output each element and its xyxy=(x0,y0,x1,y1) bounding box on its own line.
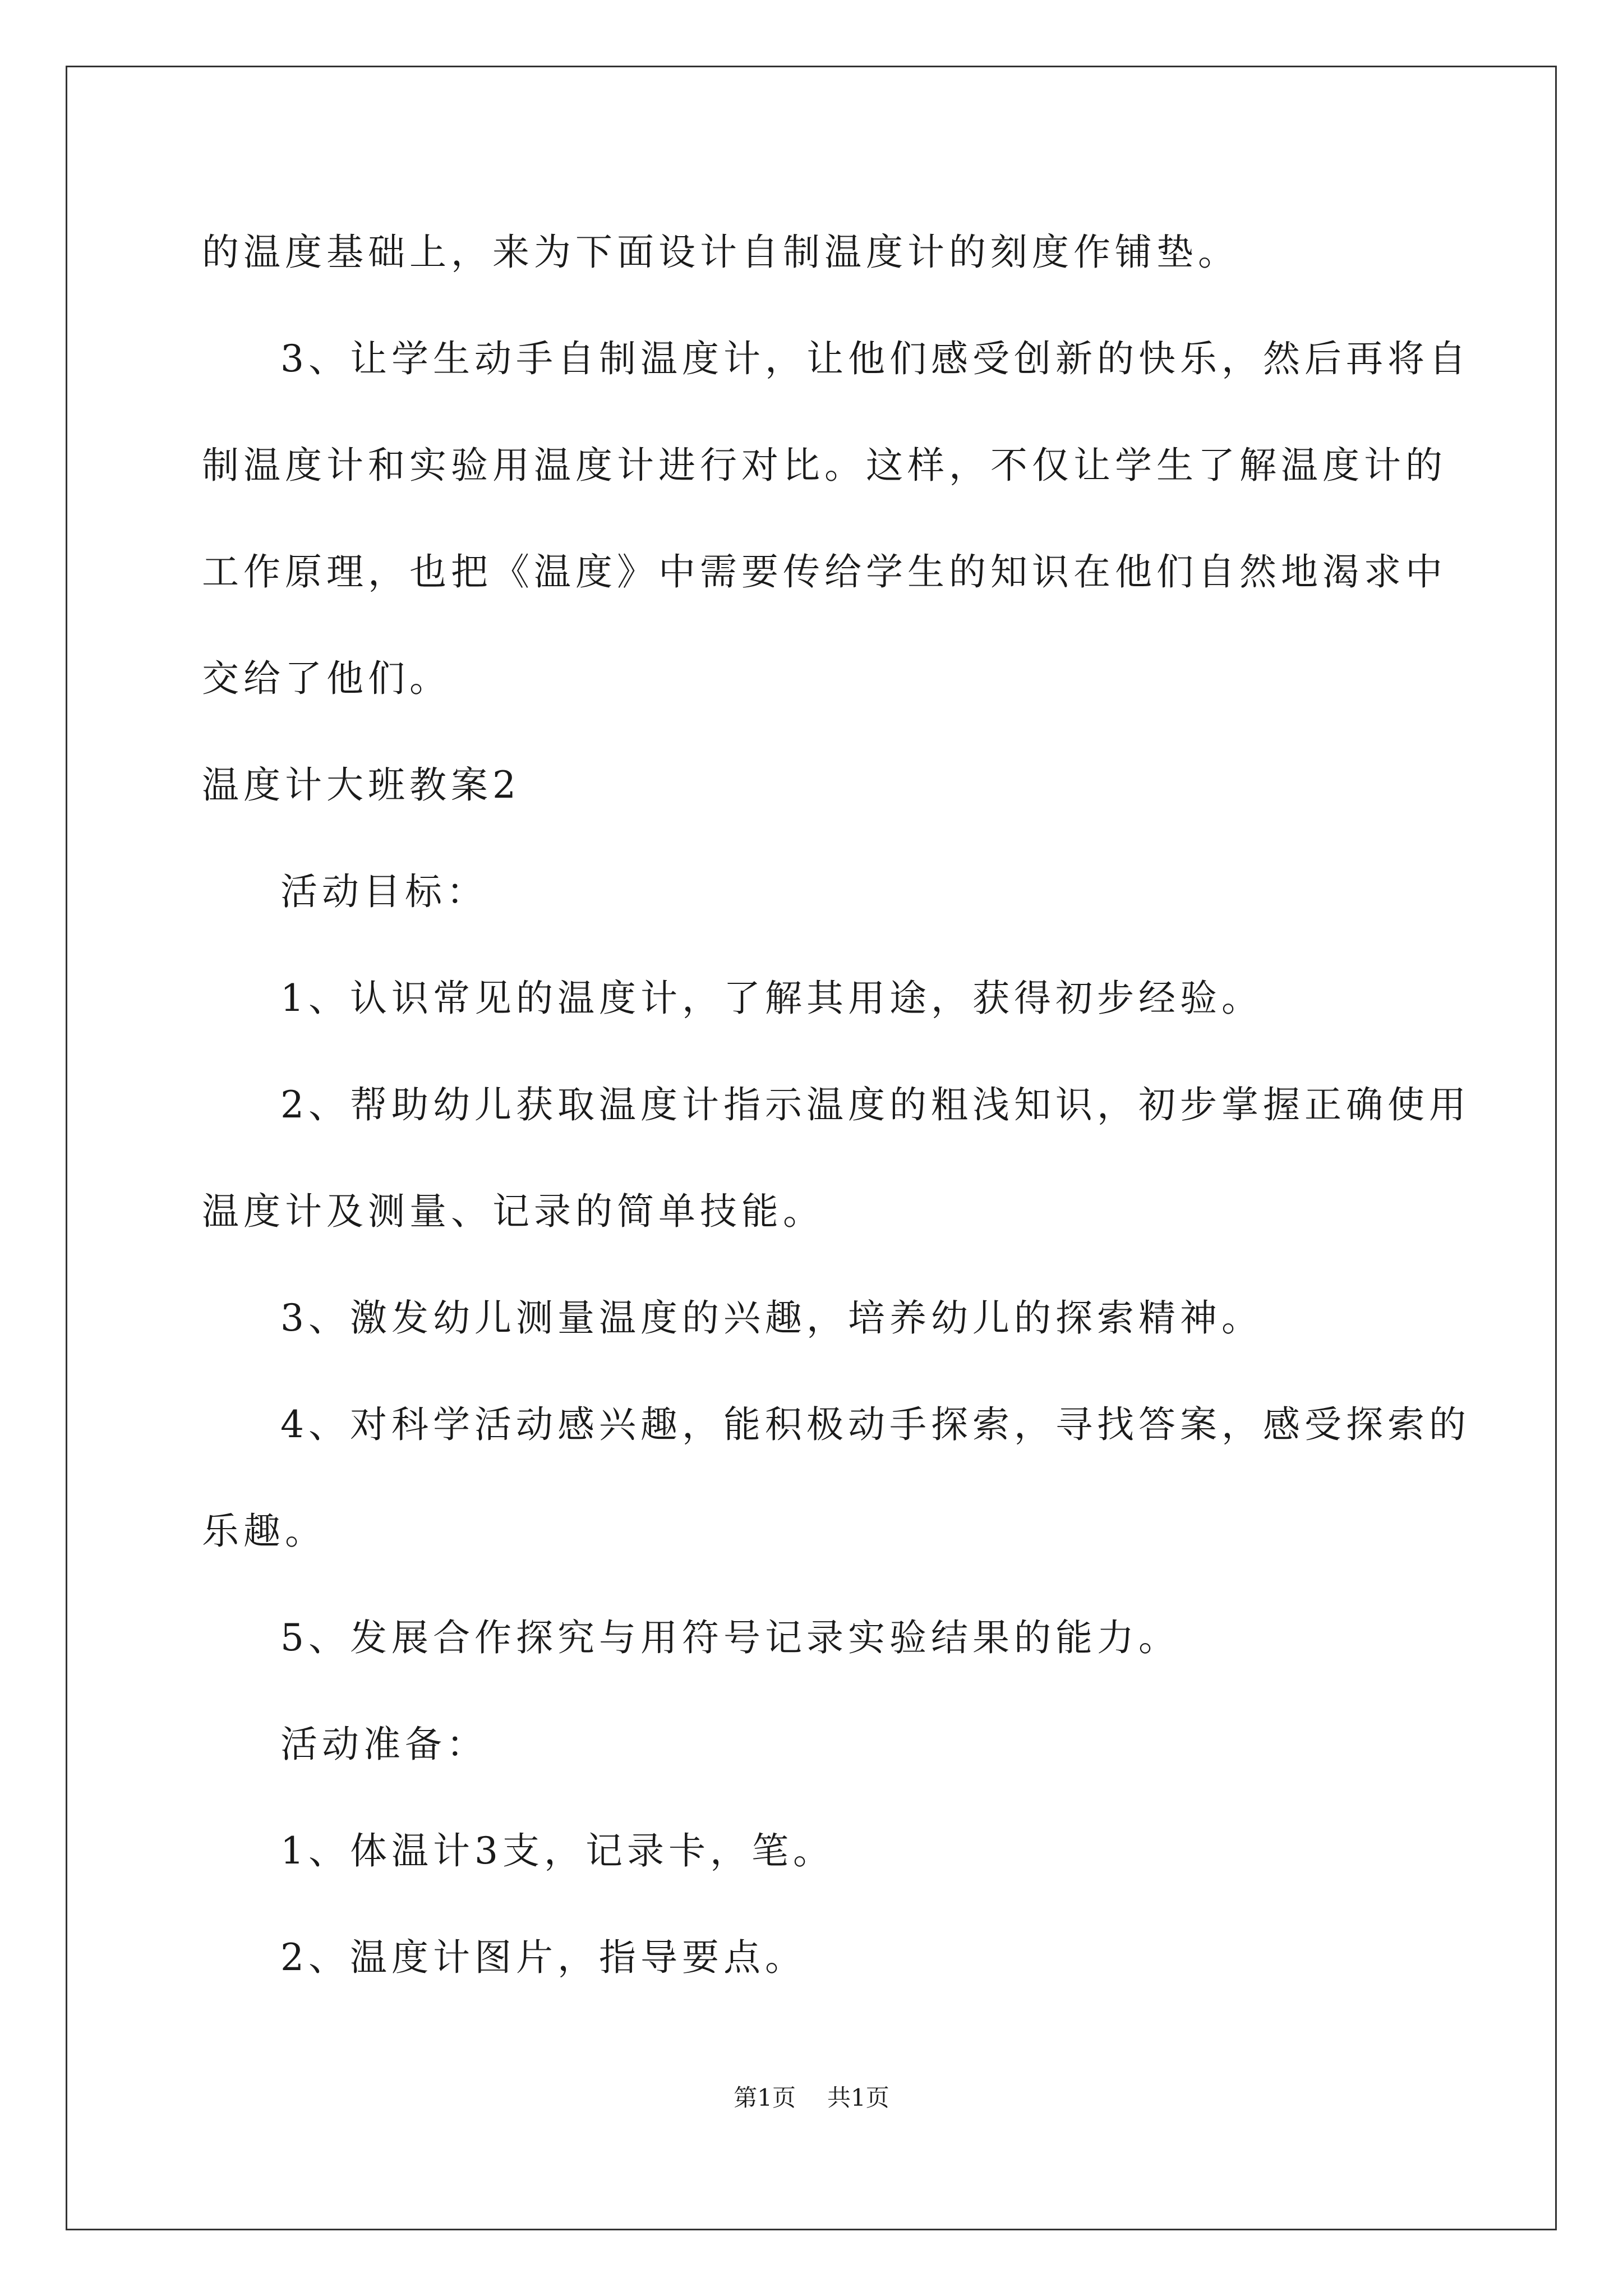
page-number: 第1页 xyxy=(734,2084,796,2111)
text-line: 乐趣。 xyxy=(202,1510,326,1553)
text-line: 5、发展合作探究与用符号记录实验结果的能力。 xyxy=(280,1616,1180,1659)
text-line: 活动准备： xyxy=(280,1723,488,1766)
text-line: 的温度基础上，来为下面设计自制温度计的刻度作铺垫。 xyxy=(202,231,1239,274)
text-line: 2、帮助幼儿获取温度计指示温度的粗浅知识，初步掌握正确使用 xyxy=(280,1083,1470,1126)
text-line: 4、对科学活动感兴趣，能积极动手探索，寻找答案，感受探索的 xyxy=(280,1403,1470,1446)
text-line: 1、体温计3支，记录卡，笔。 xyxy=(280,1829,834,1872)
text-line: 1、认识常见的温度计，了解其用途，获得初步经验。 xyxy=(280,977,1263,1020)
text-line: 工作原理，也把《温度》中需要传给学生的知识在他们自然地渴求中 xyxy=(202,550,1447,593)
text-line: 活动目标： xyxy=(280,870,488,913)
page-footer xyxy=(0,2081,1623,2115)
text-line: 3、让学生动手自制温度计，让他们感受创新的快乐，然后再将自 xyxy=(280,337,1470,380)
page-total: 共1页 xyxy=(827,2084,889,2111)
text-line: 温度计及测量、记录的简单技能。 xyxy=(202,1190,824,1233)
section-heading: 温度计大班教案2 xyxy=(202,763,520,807)
text-line: 制温度计和实验用温度计进行对比。这样，不仅让学生了解温度计的 xyxy=(202,444,1447,487)
text-line: 交给了他们。 xyxy=(202,657,451,700)
text-line: 2、温度计图片，指导要点。 xyxy=(280,1936,806,1979)
text-line: 3、激发幼儿测量温度的兴趣，培养幼儿的探索精神。 xyxy=(280,1296,1263,1340)
page-border xyxy=(66,66,1557,2230)
